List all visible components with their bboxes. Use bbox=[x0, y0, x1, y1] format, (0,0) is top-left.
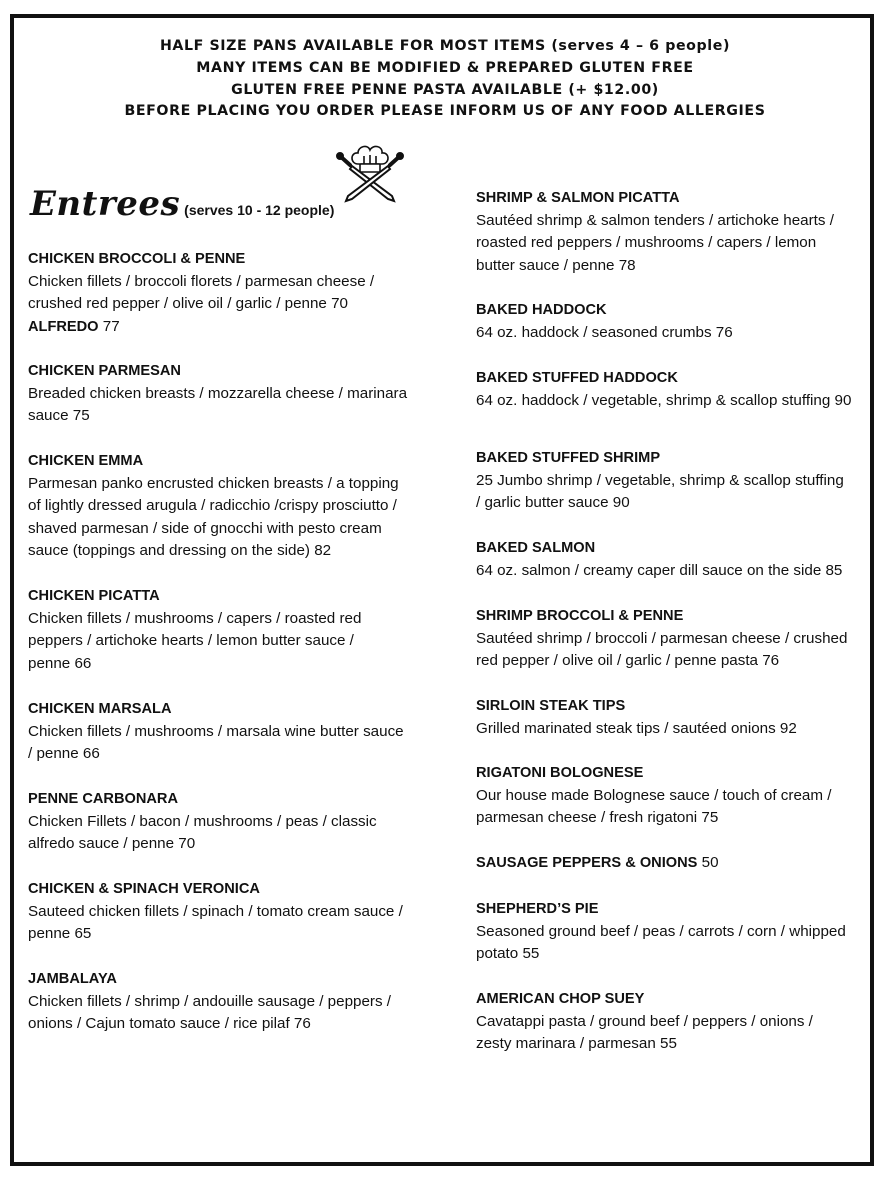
item-description: crushed red pepper / olive oil / garlic / penne 70 bbox=[28, 295, 348, 313]
item-description: onions / Cajun tomato sauce / rice pilaf 76 bbox=[28, 1015, 311, 1033]
item-description: Grilled marinated steak tips / sautéed onions 92 bbox=[476, 719, 797, 737]
item-description: / penne 66 bbox=[28, 745, 100, 763]
notice-gf-penne: GLUTEN FREE PENNE PASTA AVAILABLE (+ $12.00) bbox=[231, 81, 659, 98]
item-name: BAKED STUFFED SHRIMP bbox=[476, 450, 661, 466]
menu-item bbox=[28, 878, 448, 946]
item-description: Sautéed shrimp & salmon tenders / artichoke hearts / bbox=[476, 211, 834, 229]
item-description: potato 55 bbox=[476, 945, 540, 963]
item-name: CHICKEN & SPINACH VERONICA bbox=[28, 881, 260, 897]
item-variant bbox=[28, 316, 448, 339]
item-description: Chicken fillets / shrimp / andouille sausage / peppers / bbox=[28, 992, 392, 1010]
menu-item bbox=[476, 695, 876, 740]
menu-item bbox=[476, 988, 876, 1056]
menu-item bbox=[476, 367, 876, 412]
menu-item bbox=[28, 788, 448, 856]
entrees-heading bbox=[30, 184, 334, 224]
menu-item bbox=[28, 698, 448, 766]
entrees-serves: (serves 10 - 12 people) bbox=[184, 202, 335, 218]
menu-item bbox=[476, 852, 876, 875]
menu-item bbox=[476, 447, 876, 515]
menu-item bbox=[476, 898, 876, 966]
item-description: Breaded chicken breasts / mozzarella cheese / marinara bbox=[28, 384, 408, 402]
menu-item bbox=[476, 537, 876, 582]
item-description: Cavatappi pasta / ground beef / peppers / onions / bbox=[476, 1012, 813, 1030]
item-description: butter sauce / penne 78 bbox=[476, 256, 636, 274]
item-name: CHICKEN PICATTA bbox=[28, 588, 160, 604]
variant-price: 77 bbox=[102, 317, 120, 335]
item-description: / garlic butter sauce 90 bbox=[476, 494, 630, 512]
item-description: penne 65 bbox=[28, 925, 92, 943]
item-description: penne 66 bbox=[28, 654, 92, 672]
item-description: peppers / artichoke hearts / lemon butter sauce / bbox=[28, 632, 354, 650]
item-name: BAKED HADDOCK bbox=[476, 302, 607, 318]
notice-half-pans: HALF SIZE PANS AVAILABLE FOR MOST ITEMS (serves 4 – 6 people) bbox=[159, 38, 731, 54]
variant-name: ALFREDO bbox=[28, 318, 99, 335]
menu-item bbox=[28, 360, 448, 428]
item-description: alfredo sauce / penne 70 bbox=[28, 835, 196, 853]
item-description: Our house made Bolognese sauce / touch of cream / bbox=[476, 786, 832, 804]
item-description: 64 oz. salmon / creamy caper dill sauce on the side 85 bbox=[476, 561, 843, 579]
item-name: CHICKEN MARSALA bbox=[28, 701, 172, 717]
item-name: SAUSAGE PEPPERS & ONIONS bbox=[476, 855, 698, 871]
item-name: CHICKEN PARMESAN bbox=[28, 363, 181, 379]
item-description: Chicken fillets / broccoli florets / parmesan cheese / bbox=[28, 272, 375, 290]
item-description: Chicken fillets / mushrooms / capers / roasted red bbox=[28, 609, 362, 627]
item-description: zesty marinara / parmesan 55 bbox=[476, 1035, 677, 1053]
item-description: 25 Jumbo shrimp / vegetable, shrimp & scallop stuffing bbox=[476, 471, 844, 489]
item-name: BAKED STUFFED HADDOCK bbox=[476, 370, 678, 386]
item-description: Chicken fillets / mushrooms / marsala wine butter sauce bbox=[28, 722, 404, 740]
item-description: 64 oz. haddock / vegetable, shrimp & scallop stuffing 90 bbox=[476, 391, 852, 409]
item-name: SIRLOIN STEAK TIPS bbox=[476, 698, 626, 714]
item-name: SHRIMP & SALMON PICATTA bbox=[476, 190, 680, 206]
item-name: PENNE CARBONARA bbox=[28, 791, 178, 807]
item-description: red pepper / olive oil / garlic / penne pasta 76 bbox=[476, 652, 780, 670]
item-description: sauce 75 bbox=[28, 407, 90, 425]
item-name: RIGATONI BOLOGNESE bbox=[476, 765, 644, 781]
item-name: CHICKEN EMMA bbox=[28, 453, 144, 469]
item-description: parmesan cheese / fresh rigatoni 75 bbox=[476, 809, 719, 827]
item-name: BAKED SALMON bbox=[476, 540, 596, 556]
chef-hat-knives-icon bbox=[336, 144, 404, 204]
entrees-title: Entrees bbox=[30, 184, 181, 224]
menu-item bbox=[476, 762, 876, 830]
item-name: AMERICAN CHOP SUEY bbox=[476, 991, 645, 1007]
menu-item bbox=[28, 585, 448, 675]
menu-item bbox=[476, 605, 876, 673]
item-description: Sautéed shrimp / broccoli / parmesan cheese / crushed bbox=[476, 629, 848, 647]
menu-item bbox=[28, 450, 448, 563]
item-description: 64 oz. haddock / seasoned crumbs 76 bbox=[476, 323, 733, 341]
item-description: Chicken Fillets / bacon / mushrooms / peas / classic bbox=[28, 812, 377, 830]
item-name: SHEPHERD’S PIE bbox=[476, 901, 599, 917]
item-description: Seasoned ground beef / peas / carrots / corn / whipped bbox=[476, 922, 846, 940]
item-description: of lightly dressed arugula / radicchio /crispy prosciutto / bbox=[28, 497, 397, 515]
menu-item bbox=[28, 968, 448, 1036]
menu-item bbox=[476, 187, 876, 277]
notice-allergies: BEFORE PLACING YOU ORDER PLEASE INFORM US OF ANY FOOD ALLERGIES bbox=[124, 103, 766, 120]
item-description: Parmesan panko encrusted chicken breasts / a topping bbox=[28, 474, 399, 492]
item-description: sauce (toppings and dressing on the side) 82 bbox=[28, 542, 332, 560]
item-description: shaved parmesan / side of gnocchi with pesto cream bbox=[28, 519, 382, 537]
item-description: Sauteed chicken fillets / spinach / tomato cream sauce / bbox=[28, 902, 403, 920]
item-name: JAMBALAYA bbox=[28, 971, 117, 987]
item-name: SHRIMP BROCCOLI & PENNE bbox=[476, 608, 684, 624]
item-price: 50 bbox=[701, 854, 719, 871]
item-description: roasted red peppers / mushrooms / capers / lemon bbox=[476, 234, 817, 252]
item-name: CHICKEN BROCCOLI & PENNE bbox=[28, 251, 246, 267]
menu-notices bbox=[0, 36, 890, 123]
menu-item bbox=[28, 248, 448, 338]
notice-gluten-free: MANY ITEMS CAN BE MODIFIED & PREPARED GLUTEN FREE bbox=[196, 59, 694, 76]
menu-item bbox=[476, 299, 876, 344]
